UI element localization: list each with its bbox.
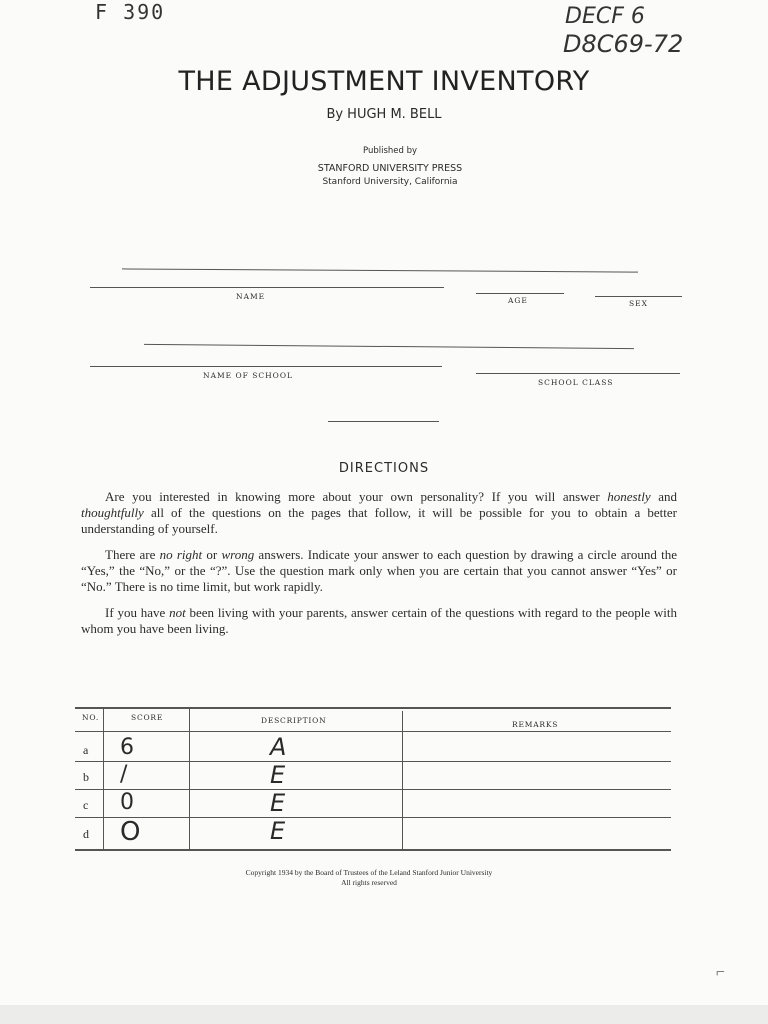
published-by-label: Published by: [362, 146, 418, 156]
row-no-a: a: [83, 743, 89, 757]
directions-paragraph-3: [81, 605, 677, 637]
name-underline: [90, 287, 444, 288]
description-b[interactable]: E: [270, 761, 286, 789]
publisher-name: STANFORD UNIVERSITY PRESS: [317, 163, 463, 174]
score-b[interactable]: /: [120, 762, 128, 787]
score-a[interactable]: 6: [120, 735, 134, 760]
p2-text-b: or: [202, 547, 222, 562]
directions-paragraph-2: [81, 547, 677, 595]
p2-emph-wrong: wrong: [221, 547, 255, 562]
table-col-divider: [103, 707, 104, 849]
row-no-c: c: [83, 798, 89, 812]
catalog-number: F 390: [95, 0, 166, 24]
description-d[interactable]: E: [270, 817, 286, 845]
row-no-d: d: [83, 827, 89, 841]
description-a[interactable]: A: [270, 733, 287, 761]
table-row-rule: [75, 761, 671, 762]
school-underline: [90, 366, 442, 367]
table-row-rule: [75, 789, 671, 790]
school-class-label: SCHOOL CLASS: [538, 378, 614, 387]
age-underline[interactable]: [476, 293, 564, 294]
score-d[interactable]: O: [120, 817, 141, 847]
directions-paragraph-1: [81, 489, 677, 537]
table-bottom-rule: [75, 849, 671, 851]
header-remarks: REMARKS: [512, 720, 559, 729]
row-no-b: b: [83, 770, 89, 784]
school-write-line[interactable]: [144, 344, 634, 349]
directions-heading: DIRECTIONS: [338, 461, 430, 476]
copyright-line: Copyright 1934 by the Board of Trustees of the Leland Stanford Junior University: [245, 868, 493, 877]
handwritten-annotation-top: DECF 6: [565, 4, 645, 29]
school-class-underline[interactable]: [476, 373, 680, 374]
name-write-line[interactable]: [122, 268, 638, 272]
table-header-rule: [75, 731, 671, 732]
p2-text-a: There are: [105, 547, 160, 562]
p1-emph-thoughtfully: thoughtfully: [81, 505, 144, 520]
document-title: THE ADJUSTMENT INVENTORY: [178, 66, 590, 97]
p2-text-c: answers. Indicate your answer to each question by drawing a circle around the “Yes,” the “No,” or the “?”. Use the question mark only when you are certain that you cannot answer “Yes” or “No.” There is no time limit, but work rapidly.: [81, 547, 677, 594]
copyright-notice: [0, 868, 738, 888]
score-c[interactable]: 0: [120, 790, 134, 815]
p2-emph-no-right: no right: [159, 547, 203, 562]
header-no: NO.: [82, 713, 100, 722]
table-col-divider: [402, 711, 403, 849]
p3-text-b: been living with your parents, answer certain of the questions with regard to the people with whom you have been living.: [81, 605, 677, 636]
p1-text-c: all of the questions on the pages that follow, it will be possible for you to obtain a better understanding of yourself.: [81, 505, 677, 536]
p3-emph-not: not: [169, 605, 186, 620]
age-label: AGE: [508, 296, 528, 305]
header-description: DESCRIPTION: [261, 716, 327, 725]
table-col-divider: [189, 707, 190, 849]
p1-text-b: and: [650, 489, 677, 504]
description-c[interactable]: E: [270, 789, 286, 817]
handwritten-annotation-code: D8C69-72: [563, 30, 684, 58]
name-label: NAME: [236, 292, 266, 301]
table-top-rule: [75, 707, 671, 709]
p1-text-a: Are you interested in knowing more about your own personality? If you will answer: [105, 489, 608, 504]
table-row-rule: [75, 817, 671, 818]
author-byline: By HUGH M. BELL: [326, 107, 442, 122]
publisher-location: Stanford University, California: [322, 177, 458, 187]
p1-emph-honestly: honestly: [607, 489, 651, 504]
school-label: NAME OF SCHOOL: [203, 371, 293, 380]
sex-label: SEX: [629, 299, 648, 308]
separator-rule: [328, 421, 439, 422]
rights-line: All rights reserved: [341, 878, 397, 887]
header-score: SCORE: [131, 713, 164, 722]
p3-text-a: If you have: [105, 605, 170, 620]
scan-bottom-edge: [0, 1005, 768, 1024]
score-table: [75, 707, 671, 852]
pencil-mark-icon: ⌐: [716, 964, 726, 981]
sex-underline[interactable]: [595, 296, 682, 297]
